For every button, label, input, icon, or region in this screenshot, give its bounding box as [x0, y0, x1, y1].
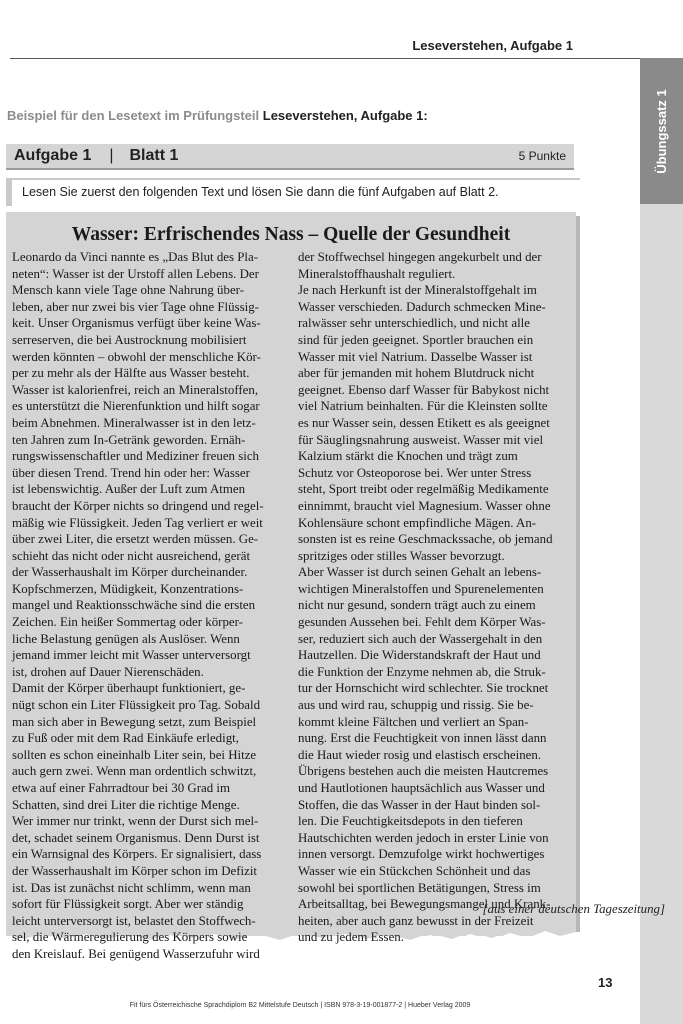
- article-text-line: leicht unterversorgt ist, belastet den Stoffwech-: [12, 913, 256, 928]
- side-tab-label: Übungssatz 1: [654, 88, 670, 174]
- article-text-line: auch gern zwei. Wenn man ordentlich schwitzt,: [12, 764, 257, 779]
- article-text-line: tur der Hornschicht wird schlechter. Sie trocknet: [298, 681, 549, 696]
- article-text-line: Schutz vor Osteoporose bei. Wer unter Stress: [298, 465, 532, 480]
- article-text-line: Übrigens bestehen auch die meisten Hautcremes: [298, 764, 549, 779]
- article-text-line: Hautschichten werden jedoch in erster Linie von: [298, 830, 549, 845]
- article-text-line: ist lebenswichtig. Außer der Luft zum Atmen: [12, 482, 246, 497]
- article-text-line: braucht der Körper nichts so dringend und regel-: [12, 498, 264, 513]
- article-text-line: Schatten, sind drei Liter die richtige Menge.: [12, 797, 240, 812]
- article-text-line: Kalzium stärkt die Knochen und trägt zum: [298, 449, 518, 464]
- article-text-line: es unterstützt die Nierenfunktion und hilft sogar: [12, 399, 260, 414]
- article-text-line: ten Jahren zum In-Getränk geworden. Ernäh-: [12, 432, 246, 447]
- header-rule: [10, 58, 640, 59]
- running-header: Leseverstehen, Aufgabe 1: [412, 38, 573, 53]
- intro-highlight: Leseverstehen, Aufgabe 1:: [262, 108, 428, 123]
- article-text-line: sollten es schon eineinhalb Liter sein, bei Hitze: [12, 747, 257, 762]
- article-text-line: aber für jemanden mit hohem Blutdruck nicht: [298, 366, 535, 381]
- article-text-line: Aber Wasser ist durch seinen Gehalt an lebens-: [298, 565, 542, 580]
- article-text-line: ralwässer sehr unterschiedlich, und nicht alle: [298, 316, 530, 331]
- article-text-line: beim Abnehmen. Mineralwasser ist in den letz-: [12, 415, 256, 430]
- article-text-line: per zu mehr als der Hälfte aus Wasser besteht.: [12, 366, 250, 381]
- task-bar: [6, 144, 574, 170]
- article-text-line: Wasser verschieden. Dadurch schmecken Mine-: [298, 299, 546, 314]
- article-source: [aus einer deutschen Tageszeitung]: [482, 902, 665, 916]
- article-text-line: rungswissenschaftler und Mediziner freuen sich: [12, 449, 259, 464]
- article-text-line: Mensch kann viele Tage ohne Nahrung über-: [12, 283, 244, 298]
- article-text-line: Kopfschmerzen, Müdigkeit, Konzentrations-: [12, 581, 244, 596]
- article-text-line: der Wasserhaushalt im Körper durcheinander.: [12, 565, 248, 580]
- article-text-line: Wasser wie ein Stückchen Schönheit und das: [298, 863, 531, 878]
- article-text-line: etwa auf einer Fahrradtour bei 30 Grad im: [12, 781, 230, 795]
- article-text-line: serreserven, die bei Austrocknung mobilisiert: [12, 332, 247, 347]
- article-text-line: Mineralstoffhaushalt reguliert.: [298, 266, 456, 281]
- article-text-line: der Stoffwechsel hingegen angekurbelt und der: [298, 250, 542, 264]
- article-text-line: aus und wird rau, schuppig und rissig. Sie be-: [298, 698, 534, 713]
- article-text-line: viel Natrium beinhalten. Für die Kleinsten sollte: [298, 399, 548, 414]
- article-text-line: leben, aber nur zwei bis vier Tage ohne Flüssig-: [12, 299, 259, 314]
- article-text-line: jemand immer leicht mit Wasser unterversorgt: [12, 648, 251, 663]
- task-separator: |: [109, 147, 114, 164]
- article-text-line: werden könnten – obwohl der menschliche Kör-: [12, 349, 261, 364]
- article-text-line: Wasser mit viel Natrium. Dasselbe Wasser ist: [298, 349, 533, 364]
- article-text-line: spritziges oder stilles Wasser bevorzugt.: [298, 548, 505, 563]
- article-text-line: steht, Sport treibt oder regelmäßig Medikamente: [298, 482, 549, 497]
- article-text-line: Kohlensäure schont empfindliche Mägen. An-: [298, 515, 537, 530]
- side-tab-label-wrap: [640, 58, 683, 204]
- article-text-line: innen versorgt. Demzufolge wirkt hochwertiges: [298, 847, 545, 862]
- article-text-line: über diesen Trend. Trend hin oder her: Wasser: [12, 465, 250, 480]
- intro-prefix: Beispiel für den Lesetext im Prüfungsteil: [7, 108, 260, 123]
- article-text-line: den Kreislauf. Bei genügend Wasserzufuhr wird: [12, 946, 260, 961]
- article-text-line: Stoffen, die das Wasser in der Haut binden sol-: [298, 797, 541, 812]
- article-text-line: ist. Das ist zunächst nicht schlimm, wenn man: [12, 880, 251, 895]
- article-text-line: über zwei Liter, die ersetzt werden müssen. Ge-: [12, 532, 259, 547]
- article-left-column: [12, 249, 286, 963]
- article-text-line: sowohl bei sportlichen Betätigungen, Stress im: [298, 880, 541, 895]
- article-text-line: ist, drohen auf Dauer Nierenschäden.: [12, 664, 204, 679]
- article-text-line: heiten, aber auch ganz bewusst in der Freizeit: [298, 913, 534, 928]
- article-text-line: die Haut wieder rosig und elastisch erscheinen.: [298, 747, 542, 762]
- article-text-line: sel, die Wärmeregulierung des Körpers sowie: [12, 930, 248, 945]
- article-text-line: mäßig wie Flüssigkeit. Jeden Tag verliert er weit: [12, 515, 263, 530]
- article-text-line: Damit der Körper überhaupt funktioniert, ge-: [12, 681, 246, 696]
- article-text-line: len. Die Feuchtigkeitsdepots in den tieferen: [298, 814, 523, 829]
- task-sheet: Blatt 1: [129, 147, 179, 164]
- article-right-column: [298, 249, 570, 946]
- page-number: 13: [598, 975, 613, 990]
- article-text-line: ser, reduziert sich auch der Wassergehalt in den: [298, 631, 543, 646]
- article-text-line: man sich aber in Bewegung setzt, zum Beispiel: [12, 714, 257, 729]
- article-text-line: Arbeitsalltag, bei Bewegungsmangel und Krank-: [298, 897, 551, 912]
- article-text-line: Hautzellen. Die Widerstandskraft der Haut und: [298, 648, 541, 663]
- article-text-line: wichtigen Mineralstoffen und Spurenelementen: [298, 581, 544, 596]
- article-title: Wasser: Erfrischendes Nass – Quelle der Gesundheit: [71, 224, 511, 245]
- article-text-line: und zu jedem Essen.: [298, 930, 404, 945]
- article-text-line: Zeichen. Ein heißer Sommertag oder körper-: [12, 615, 243, 630]
- intro-line: [7, 108, 428, 123]
- article-text-line: nicht nur gesund, sondern trägt auch zu einem: [298, 598, 536, 613]
- article-text-line: einnimmt, braucht viel Magnesium. Wasser ohne: [298, 498, 551, 513]
- article-text-line: die Funktion der Enzyme nehmen ab, die Struk-: [298, 664, 546, 679]
- instruction-text: Lesen Sie zuerst den folgenden Text und lösen Sie dann die fünf Aufgaben auf Blatt 2.: [22, 185, 499, 199]
- article-text-line: gesunden Aussehen bei. Fehlt dem Körper Was-: [298, 615, 546, 630]
- article-text-line: ein Warnsignal des Körpers. Er signalisiert, dass: [12, 847, 262, 862]
- task-points: 5 Punkte: [518, 149, 566, 163]
- article-text-line: nung. Erst die Feuchtigkeit von innen lässt dann: [298, 731, 547, 746]
- article-text-line: det, schadet seinem Organismus. Denn Durst ist: [12, 830, 260, 845]
- article-text-line: kommt kleine Fältchen und verliert an Span-: [298, 714, 529, 729]
- footer-credits: Fit fürs Österreichische Sprachdiplom B2 Mittelstufe Deutsch | ISBN 978-3-19-001877-2 | Hueber Verlag 2009: [129, 1002, 471, 1009]
- article-text-line: und Hautlotionen hauptsächlich aus Wasser und: [298, 781, 545, 795]
- article-text-line: zu Fuß oder mit dem Rad Einkäufe erledigt,: [12, 731, 239, 746]
- article-text-line: keit. Unser Organismus verfügt über keine Was-: [12, 316, 261, 331]
- article-text-line: Je nach Herkunft ist der Mineralstoffgehalt im: [298, 283, 537, 298]
- article-text-line: liche Belastung genügen als Auslöser. Wenn: [12, 631, 240, 646]
- article-text-line: sofort für Flüssigkeit sorgt. Aber wer ständig: [12, 897, 244, 912]
- article-text-line: für Säuglingsnahrung ausweist. Wasser mit viel: [298, 432, 544, 447]
- article-text-line: neten“: Wasser ist der Urstoff allen Lebens. Der: [12, 266, 259, 281]
- article-text-line: geeignet. Ebenso darf Wasser für Babykost nicht: [298, 382, 550, 397]
- article-text-line: es nur Wasser sein, dessen Etikett es als geeignet: [298, 415, 550, 430]
- task-title: Aufgabe 1: [14, 147, 92, 164]
- article-text-line: Wer immer nur trinkt, wenn der Durst sich mel-: [12, 814, 259, 829]
- article-text-line: sonsten ist es reine Geschmackssache, ob jemand: [298, 532, 553, 547]
- side-strip: [640, 204, 683, 1024]
- article-text-line: Wasser ist kalorienfrei, reich an Mineralstoffen,: [12, 382, 259, 397]
- article-text-line: Leonardo da Vinci nannte es „Das Blut des Pla-: [12, 250, 258, 264]
- article-text-line: nügt schon ein Liter Flüssigkeit pro Tag. Sobald: [12, 698, 261, 713]
- article-text-line: der Wasserhaushalt im Körper schon im Defizit: [12, 863, 258, 878]
- article-text-line: mangel und Reaktionsschwäche sind die ersten: [12, 598, 256, 613]
- article-text-line: sind für jeden geeignet. Sportler brauchen ein: [298, 332, 534, 347]
- article-text-line: schieht das nicht oder nicht ausreichend, gerät: [12, 548, 251, 563]
